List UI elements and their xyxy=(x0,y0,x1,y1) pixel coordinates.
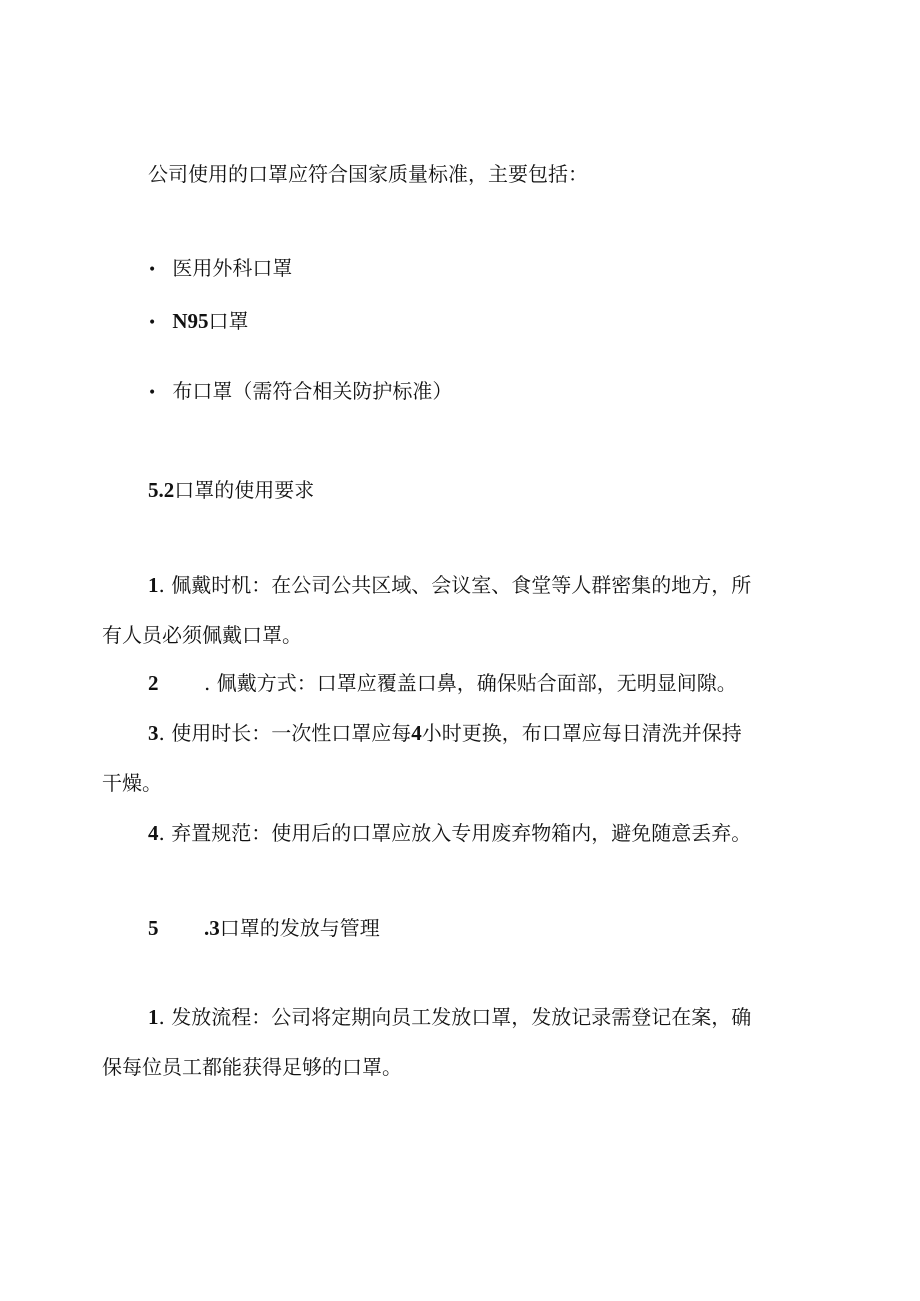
section-subnumber: .3 xyxy=(204,916,220,940)
usage-item xyxy=(102,560,767,660)
section-heading-5-3 xyxy=(148,918,380,939)
section-heading-5-2 xyxy=(148,480,314,501)
item-text-continued: 干燥。 xyxy=(102,771,162,795)
item-text-tail: 小时更换，布口罩应每日清洗并保持 xyxy=(421,721,742,745)
bullet-text: 布口罩（需符合相关防护标准） xyxy=(172,379,453,403)
section-number: 5 xyxy=(148,916,159,940)
item-number: 1 xyxy=(148,1005,159,1029)
bullet-dot-icon: • xyxy=(148,261,157,278)
item-number: 3 xyxy=(148,721,159,745)
intro-paragraph xyxy=(148,164,588,184)
bullet-dot-icon: • xyxy=(148,384,157,401)
distribution-item xyxy=(102,992,767,1092)
bullet-dot-icon: • xyxy=(148,314,157,331)
usage-item xyxy=(102,708,767,808)
bullet-item xyxy=(148,258,292,278)
bullet-item xyxy=(148,381,452,401)
hours-number: 4 xyxy=(411,721,422,745)
usage-item xyxy=(148,823,751,844)
item-text: . 佩戴时机：在公司公共区域、会议室、食堂等人群密集的地方，所 xyxy=(158,573,752,597)
item-number: 4 xyxy=(148,821,159,845)
item-number: 1 xyxy=(148,573,159,597)
item-text: . 弃置规范：使用后的口罩应放入专用废弃物箱内，避免随意丢弃。 xyxy=(158,821,752,845)
item-number: 2 xyxy=(148,671,159,695)
bullet-text: 医用外科口罩 xyxy=(172,256,293,280)
section-title: 口罩的使用要求 xyxy=(174,478,315,502)
item-text: . 佩戴方式：口罩应覆盖口鼻，确保贴合面部，无明显间隙。 xyxy=(204,671,737,695)
section-number: 5.2 xyxy=(148,478,175,502)
bullet-number: N95 xyxy=(172,309,209,333)
item-text-continued: 保每位员工都能获得足够的口罩。 xyxy=(102,1055,402,1079)
item-text: . 使用时长：一次性口罩应每 xyxy=(158,721,412,745)
usage-item xyxy=(148,673,737,694)
bullet-item xyxy=(148,311,249,332)
item-text: . 发放流程：公司将定期向员工发放口罩，发放记录需登记在案，确 xyxy=(158,1005,752,1029)
intro-text: 公司使用的口罩应符合国家质量标准，主要包括： xyxy=(148,162,588,186)
bullet-text: 口罩 xyxy=(208,309,249,333)
item-text-continued: 有人员必须佩戴口罩。 xyxy=(102,623,302,647)
section-title: 口罩的发放与管理 xyxy=(219,916,380,940)
